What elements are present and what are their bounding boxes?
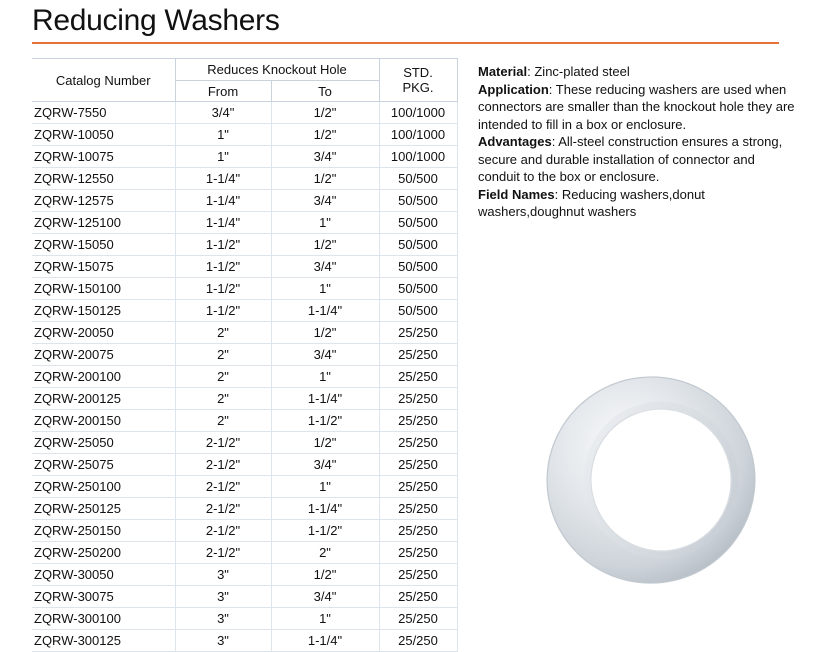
to-cell: 2" [271, 542, 379, 564]
catalog-number-cell: ZQRW-200125 [32, 388, 175, 410]
to-cell: 1/2" [271, 124, 379, 146]
to-cell: 1/2" [271, 432, 379, 454]
std-pkg-cell: 25/250 [379, 630, 457, 652]
table-body [32, 102, 457, 652]
to-cell: 1" [271, 212, 379, 234]
std-pkg-cell: 25/250 [379, 542, 457, 564]
to-cell: 1" [271, 278, 379, 300]
std-pkg-cell: 25/250 [379, 344, 457, 366]
table-row [32, 278, 457, 300]
from-cell: 3" [175, 630, 271, 652]
from-cell: 1-1/2" [175, 278, 271, 300]
table-row [32, 454, 457, 476]
to-cell: 3/4" [271, 344, 379, 366]
std-pkg-cell: 25/250 [379, 432, 457, 454]
from-cell: 2-1/2" [175, 520, 271, 542]
catalog-number-cell: ZQRW-25075 [32, 454, 175, 476]
table-row [32, 542, 457, 564]
product-description [478, 63, 798, 221]
table-row [32, 102, 457, 124]
table-row [32, 124, 457, 146]
application-paragraph [478, 81, 798, 134]
from-cell: 1-1/2" [175, 234, 271, 256]
std-pkg-cell: 25/250 [379, 388, 457, 410]
title-rule [32, 42, 779, 44]
std-pkg-cell: 50/500 [379, 212, 457, 234]
from-cell: 2" [175, 322, 271, 344]
material-paragraph [478, 63, 798, 81]
std-pkg-cell: 50/500 [379, 234, 457, 256]
std-pkg-cell: 25/250 [379, 608, 457, 630]
std-pkg-cell: 25/250 [379, 410, 457, 432]
to-cell: 1-1/2" [271, 520, 379, 542]
application-text: : These reducing washers are used when connectors are smaller than the knockout hole they are intended to fill in a box or enclosure. [478, 81, 795, 132]
std-pkg-cell: 25/250 [379, 476, 457, 498]
from-cell: 3" [175, 564, 271, 586]
to-cell: 1" [271, 608, 379, 630]
reducing-washer-photo [533, 368, 768, 588]
header-std-line2: PKG. [402, 80, 434, 95]
field-names-label: Field Names [478, 186, 555, 202]
std-pkg-cell: 100/1000 [379, 124, 457, 146]
from-cell: 1" [175, 146, 271, 168]
table-row [32, 146, 457, 168]
header-to: To [271, 81, 379, 102]
header-reduces-knockout-hole: Reduces Knockout Hole [175, 59, 379, 81]
catalog-number-cell: ZQRW-25050 [32, 432, 175, 454]
to-cell: 3/4" [271, 586, 379, 608]
catalog-number-cell: ZQRW-300100 [32, 608, 175, 630]
header-from: From [175, 81, 271, 102]
from-cell: 3" [175, 586, 271, 608]
to-cell: 1-1/4" [271, 630, 379, 652]
material-text: : Zinc-plated steel [527, 64, 630, 79]
std-pkg-cell: 100/1000 [379, 102, 457, 124]
to-cell: 1/2" [271, 234, 379, 256]
std-pkg-cell: 25/250 [379, 366, 457, 388]
catalog-number-cell: ZQRW-125100 [32, 212, 175, 234]
to-cell: 1/2" [271, 564, 379, 586]
catalog-number-cell: ZQRW-200150 [32, 410, 175, 432]
std-pkg-cell: 25/250 [379, 520, 457, 542]
to-cell: 1-1/4" [271, 300, 379, 322]
table-row [32, 476, 457, 498]
std-pkg-cell: 25/250 [379, 586, 457, 608]
to-cell: 1-1/4" [271, 498, 379, 520]
table-row [32, 234, 457, 256]
catalog-number-cell: ZQRW-200100 [32, 366, 175, 388]
to-cell: 1/2" [271, 322, 379, 344]
from-cell: 2-1/2" [175, 432, 271, 454]
to-cell: 3/4" [271, 454, 379, 476]
catalog-number-cell: ZQRW-30075 [32, 586, 175, 608]
from-cell: 1-1/4" [175, 212, 271, 234]
page-title: Reducing Washers [32, 4, 280, 37]
std-pkg-cell: 50/500 [379, 278, 457, 300]
catalog-number-cell: ZQRW-150100 [32, 278, 175, 300]
std-pkg-cell: 25/250 [379, 498, 457, 520]
table-row [32, 344, 457, 366]
std-pkg-cell: 50/500 [379, 256, 457, 278]
from-cell: 3" [175, 608, 271, 630]
header-std-line1: STD. [403, 65, 433, 80]
from-cell: 2-1/2" [175, 542, 271, 564]
application-label: Application [478, 81, 549, 97]
table-row [32, 322, 457, 344]
material-label: Material [478, 64, 528, 79]
field-names-text: : Reducing washers,donut washers,doughnut washers [478, 186, 705, 219]
table-row [32, 168, 457, 190]
catalog-number-cell: ZQRW-12575 [32, 190, 175, 212]
catalog-number-cell: ZQRW-10075 [32, 146, 175, 168]
table-row [32, 608, 457, 630]
to-cell: 1/2" [271, 102, 379, 124]
table-row [32, 410, 457, 432]
table-row [32, 520, 457, 542]
std-pkg-cell: 50/500 [379, 190, 457, 212]
from-cell: 2-1/2" [175, 498, 271, 520]
catalog-number-cell: ZQRW-30050 [32, 564, 175, 586]
catalog-number-cell: ZQRW-250200 [32, 542, 175, 564]
spec-table [32, 58, 458, 652]
from-cell: 1-1/4" [175, 190, 271, 212]
table-row [32, 190, 457, 212]
header-std-pkg [379, 59, 457, 102]
from-cell: 2" [175, 366, 271, 388]
from-cell: 3/4" [175, 102, 271, 124]
to-cell: 1" [271, 366, 379, 388]
catalog-number-cell: ZQRW-300125 [32, 630, 175, 652]
to-cell: 3/4" [271, 146, 379, 168]
from-cell: 2-1/2" [175, 476, 271, 498]
table-row [32, 630, 457, 652]
catalog-number-cell: ZQRW-10050 [32, 124, 175, 146]
std-pkg-cell: 100/1000 [379, 146, 457, 168]
catalog-number-cell: ZQRW-15075 [32, 256, 175, 278]
to-cell: 1-1/2" [271, 410, 379, 432]
catalog-number-cell: ZQRW-150125 [32, 300, 175, 322]
catalog-number-cell: ZQRW-250125 [32, 498, 175, 520]
from-cell: 1-1/4" [175, 168, 271, 190]
table-row [32, 586, 457, 608]
std-pkg-cell: 25/250 [379, 454, 457, 476]
to-cell: 1/2" [271, 168, 379, 190]
table-row [32, 498, 457, 520]
header-catalog-number: Catalog Number [32, 59, 175, 102]
to-cell: 1-1/4" [271, 388, 379, 410]
from-cell: 1-1/2" [175, 256, 271, 278]
std-pkg-cell: 25/250 [379, 322, 457, 344]
to-cell: 3/4" [271, 256, 379, 278]
from-cell: 1-1/2" [175, 300, 271, 322]
from-cell: 1" [175, 124, 271, 146]
from-cell: 2" [175, 388, 271, 410]
catalog-number-cell: ZQRW-250100 [32, 476, 175, 498]
advantages-label: Advantages [478, 134, 552, 149]
field-names-paragraph [478, 186, 798, 221]
catalog-number-cell: ZQRW-15050 [32, 234, 175, 256]
std-pkg-cell: 50/500 [379, 168, 457, 190]
advantages-paragraph [478, 133, 798, 186]
catalog-number-cell: ZQRW-20050 [32, 322, 175, 344]
table-row [32, 300, 457, 322]
std-pkg-cell: 50/500 [379, 300, 457, 322]
catalog-number-cell: ZQRW-7550 [32, 102, 175, 124]
from-cell: 2" [175, 410, 271, 432]
catalog-number-cell: ZQRW-12550 [32, 168, 175, 190]
from-cell: 2-1/2" [175, 454, 271, 476]
table-row [32, 366, 457, 388]
std-pkg-cell: 25/250 [379, 564, 457, 586]
to-cell: 3/4" [271, 190, 379, 212]
table-row [32, 256, 457, 278]
from-cell: 2" [175, 344, 271, 366]
to-cell: 1" [271, 476, 379, 498]
table-row [32, 388, 457, 410]
catalog-number-cell: ZQRW-20075 [32, 344, 175, 366]
catalog-number-cell: ZQRW-250150 [32, 520, 175, 542]
advantages-text: : All-steel construction ensures a strong, secure and durable installation of connector and conduit to the box or enclosure. [478, 134, 783, 184]
table-row [32, 432, 457, 454]
table-row [32, 212, 457, 234]
table-row [32, 564, 457, 586]
